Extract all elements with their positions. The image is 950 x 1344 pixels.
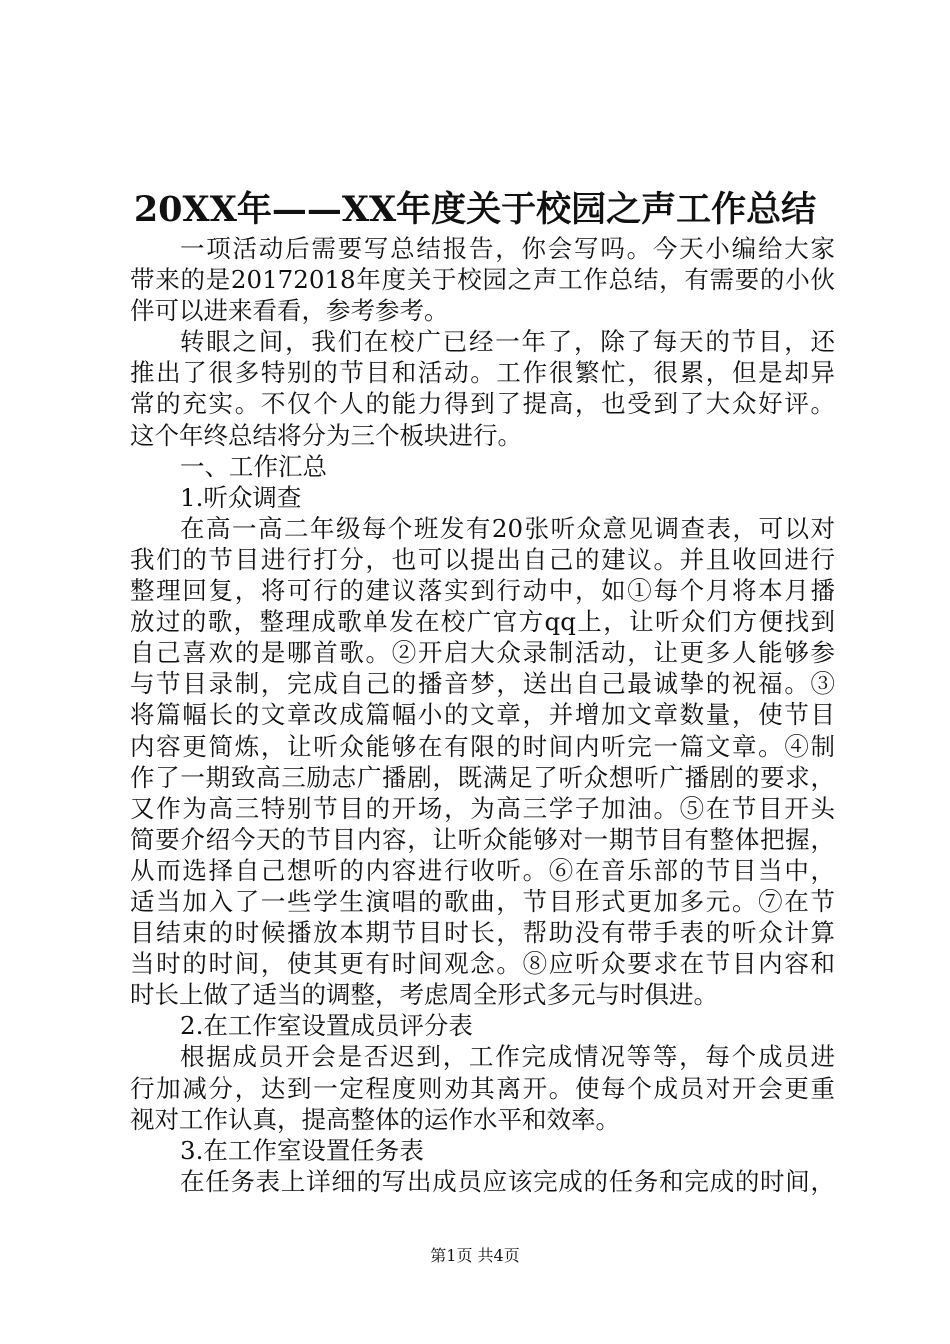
text-line: 作了一期致高三励志广播剧，既满足了听众想听广播剧的要求，	[130, 762, 835, 792]
text-line: 内容更简炼，让听众能够在有限的时间内听完一篇文章。④制	[130, 731, 835, 761]
text-line: 根据成员开会是否迟到，工作完成情况等等，每个成员进	[180, 1042, 835, 1072]
page-footer: 第1页 共4页	[430, 1246, 520, 1265]
text-line: 又作为高三特别节目的开场，为高三学子加油。⑤在节目开头	[130, 793, 835, 823]
text-line: 自己喜欢的是哪首歌。②开启大众录制活动，让更多人能够参	[130, 638, 835, 668]
text-line: 3.在工作室设置任务表	[180, 1135, 424, 1165]
text-line: 从而选择自己想听的内容进行收听。⑥在音乐部的节目当中，	[130, 855, 835, 885]
text-line: 视对工作认真，提高整体的运作水平和效率。	[130, 1104, 620, 1134]
text-line: 将篇幅长的文章改成篇幅小的文章，并增加文章数量，使节目	[130, 700, 835, 730]
text-line: 常的充实。不仅个人的能力得到了提高，也受到了大众好评。	[130, 389, 835, 419]
document-title: 20XX年——XX年度关于校园之声工作总结	[133, 189, 817, 230]
text-line: 时长上做了适当的调整，考虑周全形式多元与时俱进。	[130, 980, 718, 1010]
text-line: 在任务表上详细的写出成员应该完成的任务和完成的时间，	[180, 1166, 835, 1196]
text-line: 行加减分，达到一定程度则劝其离开。使每个成员对开会更重	[130, 1073, 835, 1103]
text-line: 在高一高二年级每个班发有20张听众意见调查表，可以对	[180, 513, 835, 543]
text-line: 推出了很多特别的节目和活动。工作很繁忙，很累，但是却异	[130, 358, 835, 388]
text-line: 一项活动后需要写总结报告，你会写吗。今天小编给大家	[180, 234, 835, 263]
text-line: 带来的是20172018年度关于校园之声工作总结，有需要的小伙	[130, 265, 835, 295]
text-line: 我们的节目进行打分，也可以提出自己的建议。并且收回进行	[130, 544, 835, 574]
text-line: 与节目录制，完成自己的播音梦，送出自己最诚挚的祝福。③	[130, 669, 835, 699]
text-line: 这个年终总结将分为三个板块进行。	[130, 420, 522, 450]
document-body	[130, 233, 835, 1197]
text-line: 整理回复，将可行的建议落实到行动中，如①每个月将本月播	[130, 576, 835, 606]
text-line: 目结束的时候播放本期节目时长，帮助没有带手表的听众计算	[130, 918, 835, 948]
text-line: 简要介绍今天的节目内容，让听众能够对一期节目有整体把握，	[130, 824, 835, 854]
text-line: 当时的时间，使其更有时间观念。⑧应听众要求在节目内容和	[130, 949, 835, 979]
text-line: 1.听众调查	[180, 482, 302, 512]
text-line: 转眼之间，我们在校广已经一年了，除了每天的节目，还	[180, 327, 835, 357]
text-line: 伴可以进来看看，参考参考。	[130, 296, 449, 326]
text-line: 2.在工作室设置成员评分表	[180, 1011, 473, 1041]
text-line: 适当加入了一些学生演唱的歌曲，节目形式更加多元。⑦在节	[130, 886, 835, 916]
text-line: 一、工作汇总	[180, 451, 327, 481]
text-line: 放过的歌，整理成歌单发在校广官方qq上，让听众们方便找到	[130, 607, 835, 637]
